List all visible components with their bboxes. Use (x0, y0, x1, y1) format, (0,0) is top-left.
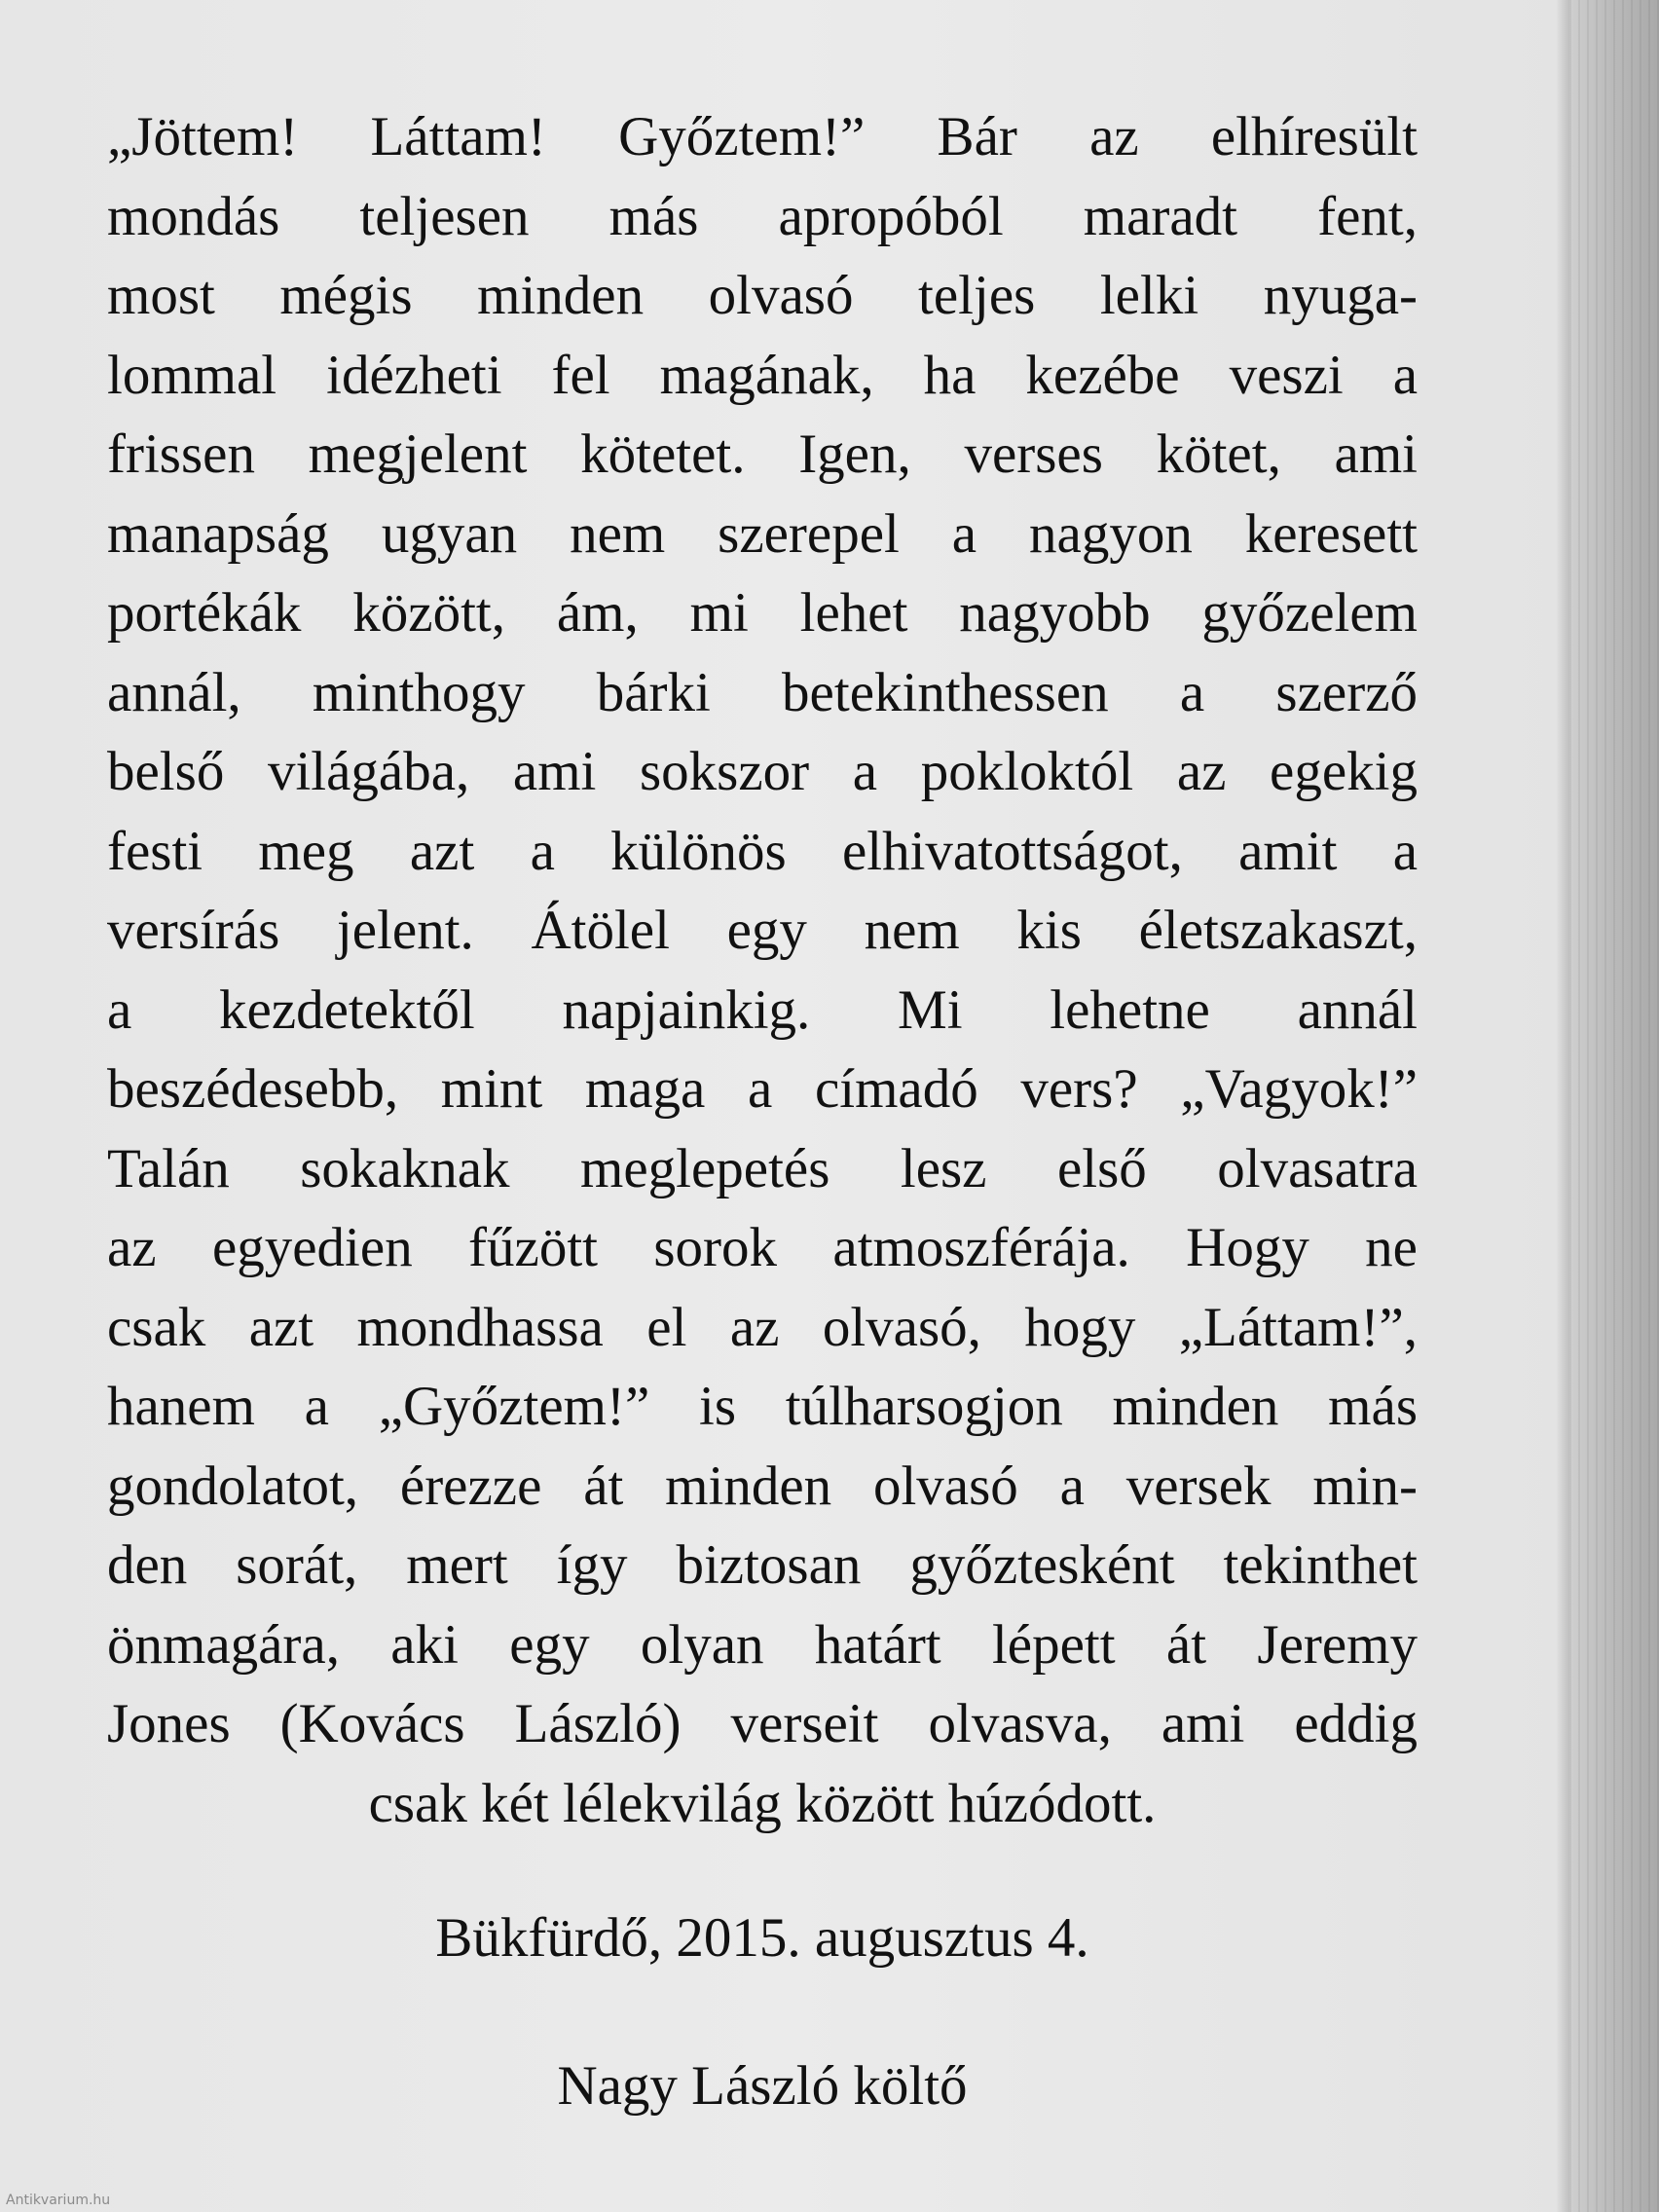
text-line: „Jöttem! Láttam! Győztem!” Bár az elhíresült (107, 106, 1418, 167)
text-line: beszédesebb, mint maga a címadó vers? „Vagyok!” (107, 1058, 1418, 1120)
text-line: csak azt mondhassa el az olvasó, hogy „Láttam!”, (107, 1296, 1418, 1358)
text-line: az egyedien fűzött sorok atmoszférája. Hogy ne (107, 1217, 1418, 1278)
text-line: manapság ugyan nem szerepel a nagyon keresett (107, 502, 1418, 565)
text-line-last: csak két lélekvilág között húzódott. (368, 1772, 1157, 1834)
watermark: Antikvarium.hu (6, 2193, 111, 2208)
text-line: portékák között, ám, mi lehet nagyobb győzelem (107, 582, 1418, 644)
text-line: lommal idézheti fel magának, ha kezébe veszi a (107, 344, 1418, 406)
book-page-edges (1569, 0, 1659, 2212)
signature: Nagy László költő (557, 2055, 968, 2117)
text-line: mondás teljesen más apropóból maradt fent, (107, 185, 1418, 247)
text-line: versírás jelent. Átölel egy nem kis életszakaszt, (107, 900, 1418, 961)
text-line: frissen megjelent kötetet. Igen, verses kötet, ami (107, 424, 1418, 485)
text-line: a kezdetektől napjainkig. Mi lehetne annál (107, 978, 1418, 1041)
text-line: hanem a „Győztem!” is túlharsogjon minden más (107, 1376, 1418, 1437)
text-line: Talán sokaknak meglepetés lesz első olvasatra (107, 1137, 1418, 1199)
text-line: belső világába, ami sokszor a pokloktól az egekig (107, 741, 1418, 802)
text-line: den sorát, mert így biztosan győztesként tekinthet (107, 1534, 1418, 1596)
text-line: önmagára, aki egy olyan határt lépett át Jeremy (107, 1613, 1418, 1676)
place-date: Bükfürdő, 2015. augusztus 4. (435, 1907, 1089, 1969)
text-line: most mégis minden olvasó teljes lelki nyuga- (107, 265, 1418, 326)
text-line: festi meg azt a különös elhivatottságot, amit a (107, 820, 1418, 882)
text-line: annál, minthogy bárki betekinthessen a szerző (107, 661, 1418, 723)
text-line: Jones (Kovács László) verseit olvasva, ami eddig (107, 1693, 1418, 1754)
body-text (107, 97, 1418, 1843)
text-line: gondolatot, érezze át minden olvasó a versek min- (107, 1455, 1418, 1517)
